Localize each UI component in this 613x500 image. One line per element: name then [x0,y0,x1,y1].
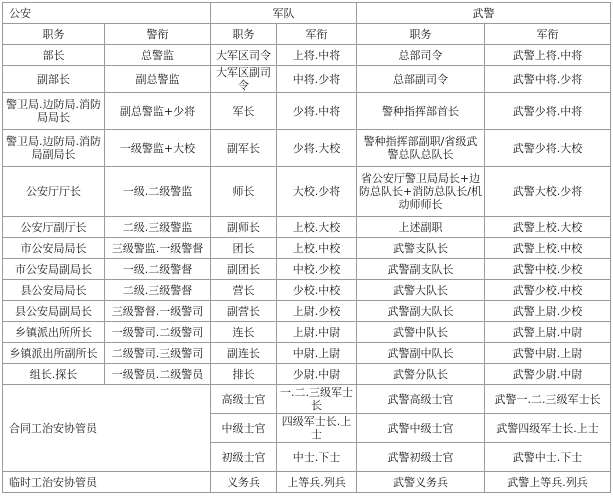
wj-post-cell: 武警副中队长 [357,343,485,364]
table-row [3,343,611,364]
column-header-row [3,24,611,45]
army-post-cell: 排长 [211,364,277,385]
army-post-cell: 军长 [211,93,277,130]
ps-rank-cell: 三级警督.一级警司 [105,301,211,322]
wj-post-cell: 总部司令 [357,45,485,66]
army-rank-cell: 中尉.上尉 [277,343,357,364]
group-header-public-security: 公安 [3,3,211,24]
wj-rank-cell: 武警大校.少将 [485,167,611,217]
ps-rank-cell: 副总警监+少将 [105,93,211,130]
army-rank-cell: 上尉.中尉 [277,322,357,343]
army-post-cell: 副师长 [211,217,277,238]
wj-rank-cell: 武警上等兵.列兵 [485,472,611,493]
group-header-armed-police: 武警 [357,3,611,24]
rank-comparison-table [2,2,611,493]
table-row [3,238,611,259]
column-header: 职务 [357,24,485,45]
wj-rank-cell: 武警少校.中校 [485,280,611,301]
ps-post-cell: 市公安局局长 [3,238,105,259]
wj-rank-cell: 武警中校.少校 [485,259,611,280]
table-row [3,385,611,414]
army-post-cell: 高级士官 [211,385,277,414]
army-post-cell: 副营长 [211,301,277,322]
table-row [3,217,611,238]
army-rank-cell: 中校.少校 [277,259,357,280]
table-row [3,93,611,130]
army-rank-cell: 上等兵.列兵 [277,472,357,493]
army-post-cell: 师长 [211,167,277,217]
column-header: 职务 [3,24,105,45]
wj-post-cell: 武警支队长 [357,238,485,259]
army-rank-cell: 上校.大校 [277,217,357,238]
table-row [3,130,611,167]
ps-post-cell: 公安厅副厅长 [3,217,105,238]
army-post-cell: 大军区司令 [211,45,277,66]
ps-rank-cell: 副总警监 [105,66,211,93]
wj-rank-cell: 武警中士.下士 [485,443,611,472]
ps-post-cell: 市公安局副局长 [3,259,105,280]
wj-post-cell: 武警副大队长 [357,301,485,322]
ps-rank-cell: 一级.二级警监 [105,167,211,217]
wj-post-cell: 总部副司令 [357,66,485,93]
table-row [3,259,611,280]
wj-rank-cell: 武警少将.大校 [485,130,611,167]
wj-post-cell: 武警初级士官 [357,443,485,472]
wj-rank-cell: 武警上校.大校 [485,217,611,238]
ps-rank-cell: 一级警监+大校 [105,130,211,167]
table-row [3,322,611,343]
contract-worker-cell: 合同工治安协管员 [3,385,211,472]
wj-rank-cell: 武警上尉.少校 [485,301,611,322]
army-post-cell: 大军区副司令 [211,66,277,93]
wj-post-cell: 警种指挥部首长 [357,93,485,130]
army-rank-cell: 少将.中将 [277,93,357,130]
army-rank-cell: 上尉.少校 [277,301,357,322]
army-post-cell: 副军长 [211,130,277,167]
wj-post-cell: 武警中级士官 [357,414,485,443]
wj-post-cell: 上述副职 [357,217,485,238]
wj-post-cell: 武警分队长 [357,364,485,385]
ps-rank-cell: 二级警司.三级警司 [105,343,211,364]
wj-rank-cell: 武警上尉.中尉 [485,322,611,343]
ps-rank-cell: 一级警司.二级警司 [105,322,211,343]
wj-rank-cell: 武警上校.中校 [485,238,611,259]
ps-rank-cell: 一级警员.二级警员 [105,364,211,385]
wj-rank-cell: 武警上将.中将 [485,45,611,66]
wj-post-cell: 警种指挥部副职/省级武警总队总队长 [357,130,485,167]
ps-rank-cell: 二级.三级警督 [105,280,211,301]
army-rank-cell: 中将.少将 [277,66,357,93]
army-post-cell: 团长 [211,238,277,259]
wj-rank-cell: 武警少将.中将 [485,93,611,130]
ps-post-cell: 乡镇派出所副所长 [3,343,105,364]
wj-post-cell: 省公安厅警卫局局长+边防总队长+消防总队长/机动师师长 [357,167,485,217]
army-rank-cell: 一.二.三级军士长 [277,385,357,414]
wj-rank-cell: 武警一.二.三级军士长 [485,385,611,414]
ps-rank-cell: 一级.二级警督 [105,259,211,280]
ps-rank-cell: 二级.三级警监 [105,217,211,238]
army-rank-cell: 少校.中校 [277,280,357,301]
wj-rank-cell: 武警中尉.上尉 [485,343,611,364]
ps-post-cell: 警卫局.边防局.消防局副局长 [3,130,105,167]
army-rank-cell: 大校.少将 [277,167,357,217]
ps-post-cell: 县公安局副局长 [3,301,105,322]
table-row [3,167,611,217]
column-header: 军衔 [485,24,611,45]
table-row [3,45,611,66]
army-rank-cell: 中士.下士 [277,443,357,472]
army-post-cell: 营长 [211,280,277,301]
army-post-cell: 副团长 [211,259,277,280]
ps-post-cell: 乡镇派出所所长 [3,322,105,343]
column-header: 军衔 [277,24,357,45]
ps-post-cell: 部长 [3,45,105,66]
table-row [3,66,611,93]
army-post-cell: 连长 [211,322,277,343]
table-row [3,472,611,493]
group-header-row [3,3,611,24]
temp-worker-cell: 临时工治安协管员 [3,472,211,493]
table-row [3,280,611,301]
army-rank-cell: 少尉.中尉 [277,364,357,385]
ps-rank-cell: 总警监 [105,45,211,66]
table-row [3,301,611,322]
table-row [3,364,611,385]
column-header: 警衔 [105,24,211,45]
army-post-cell: 副连长 [211,343,277,364]
army-post-cell: 义务兵 [211,472,277,493]
army-rank-cell: 少将.大校 [277,130,357,167]
wj-rank-cell: 武警四级军士长.上士 [485,414,611,443]
ps-post-cell: 县公安局局长 [3,280,105,301]
wj-post-cell: 武警大队长 [357,280,485,301]
wj-post-cell: 武警副支队长 [357,259,485,280]
army-post-cell: 初级士官 [211,443,277,472]
army-post-cell: 中级士官 [211,414,277,443]
ps-post-cell: 副部长 [3,66,105,93]
army-rank-cell: 上校.中校 [277,238,357,259]
wj-rank-cell: 武警少尉.中尉 [485,364,611,385]
army-rank-cell: 四级军士长.上士 [277,414,357,443]
army-rank-cell: 上将.中将 [277,45,357,66]
wj-post-cell: 武警高级士官 [357,385,485,414]
wj-post-cell: 武警义务兵 [357,472,485,493]
ps-rank-cell: 三级警监.一级警督 [105,238,211,259]
wj-rank-cell: 武警中将.少将 [485,66,611,93]
ps-post-cell: 公安厅厅长 [3,167,105,217]
ps-post-cell: 警卫局.边防局.消防局局长 [3,93,105,130]
column-header: 职务 [211,24,277,45]
wj-post-cell: 武警中队长 [357,322,485,343]
group-header-army: 军队 [211,3,357,24]
ps-post-cell: 组长.探长 [3,364,105,385]
